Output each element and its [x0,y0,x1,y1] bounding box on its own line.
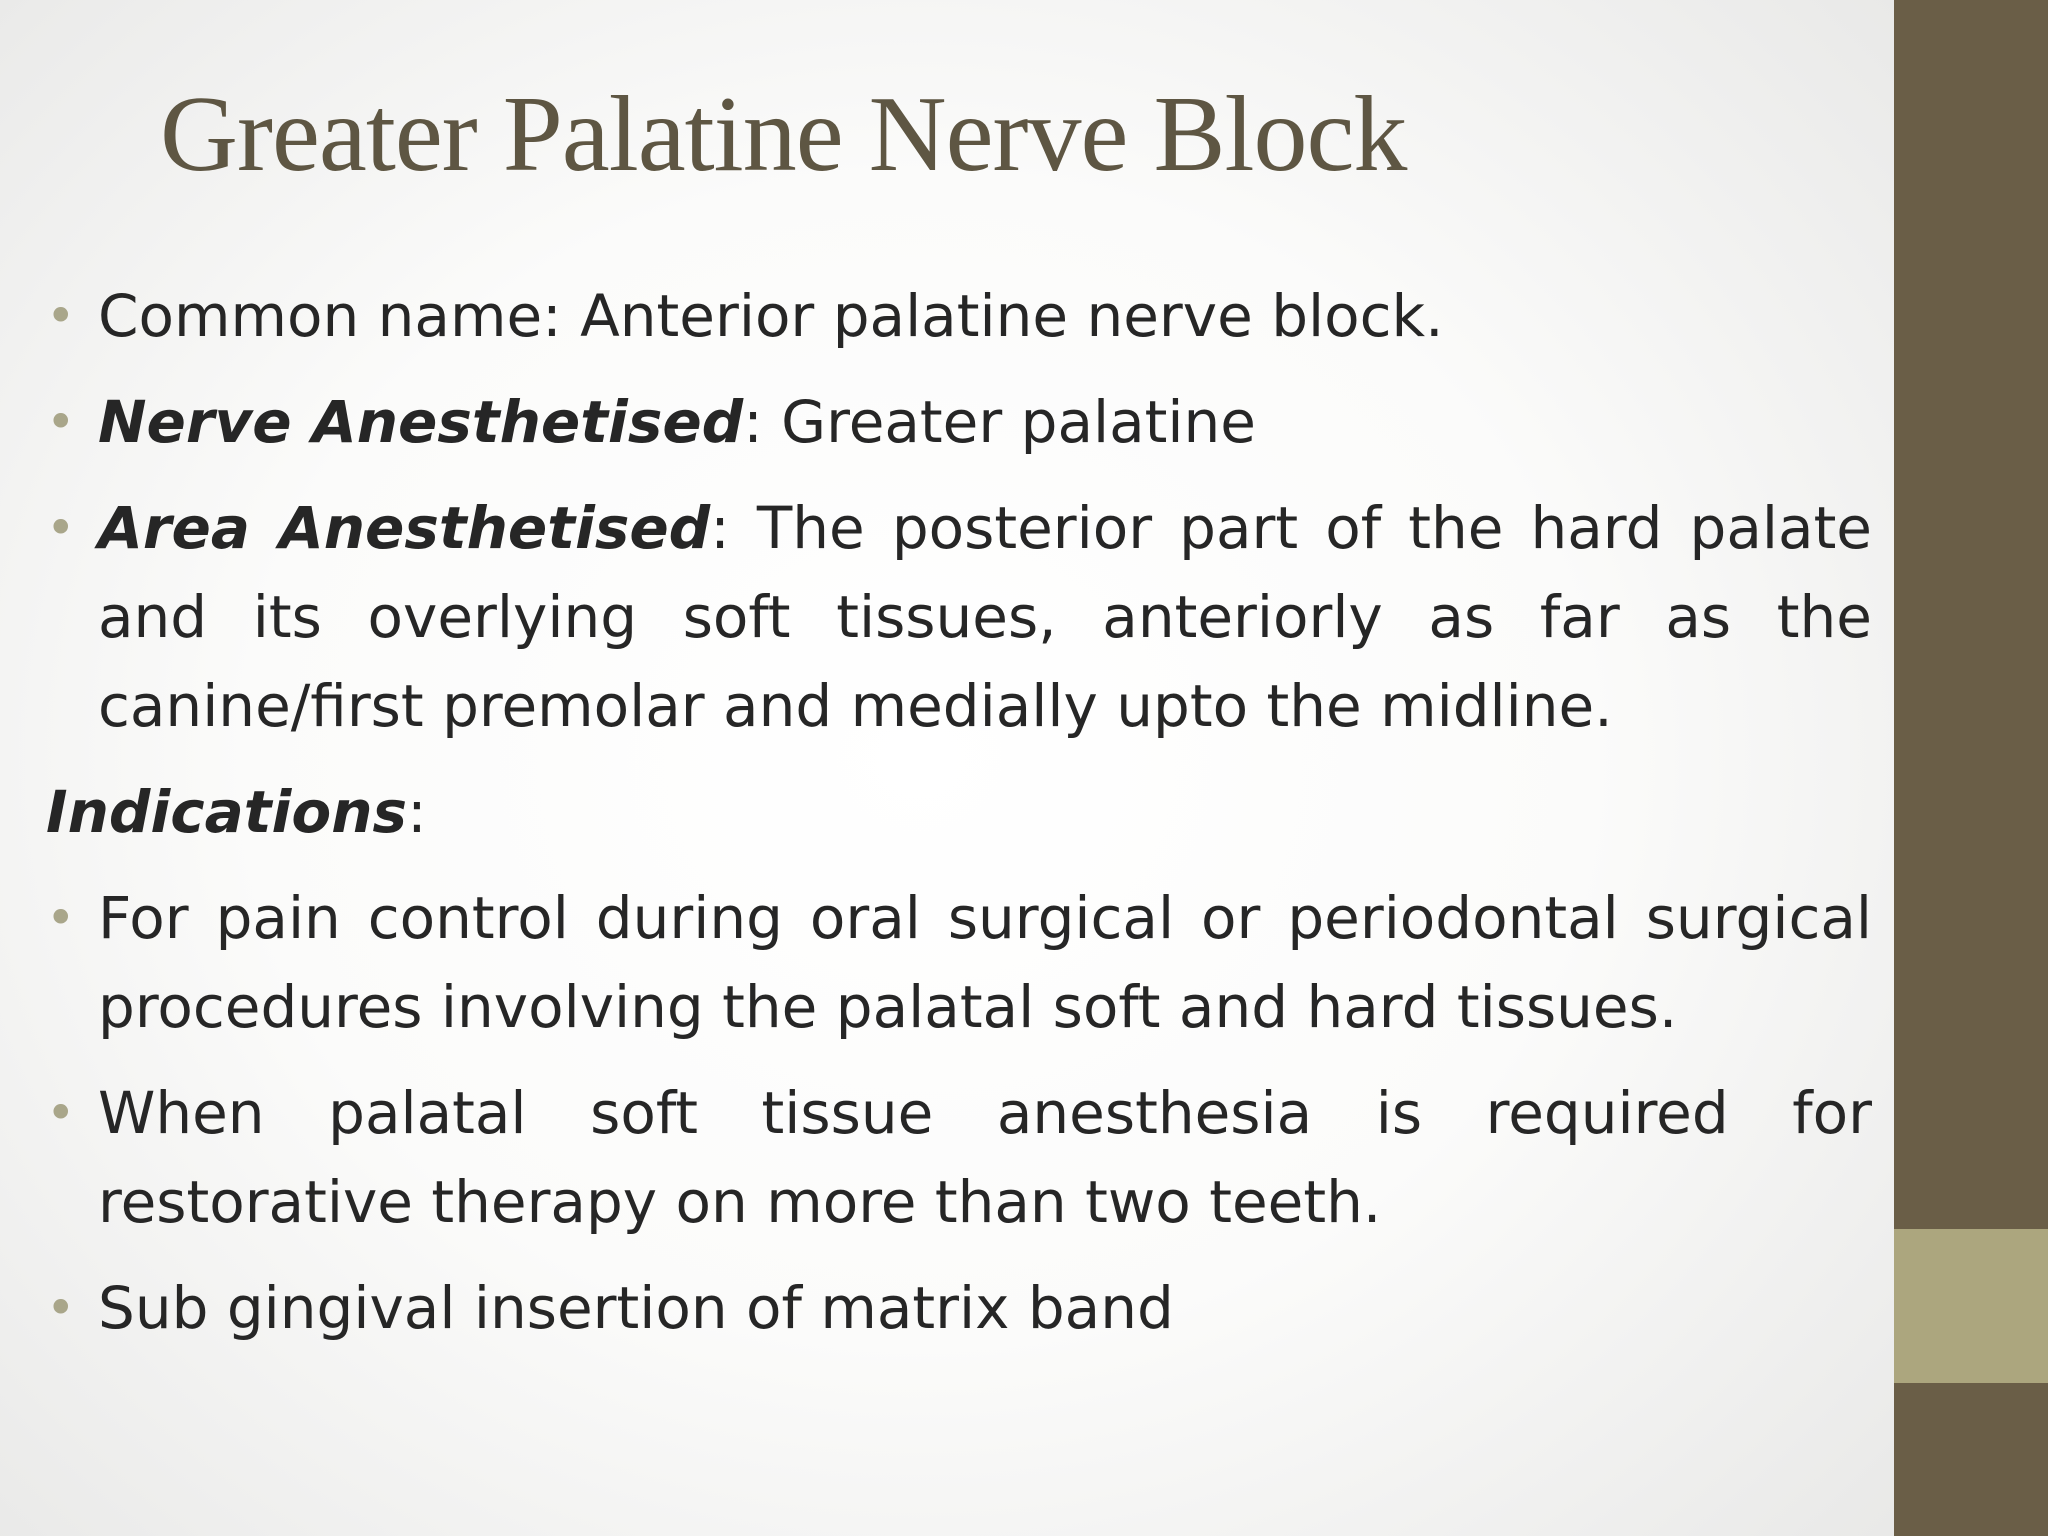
bullet-text: When palatal soft tissue anesthesia is required for restorative therapy on more than two teeth. [98,1079,1872,1236]
slide-body [46,272,1872,1370]
heading-suffix: : [407,778,427,846]
indication-item [46,1264,1872,1353]
bullet-common-name [46,272,1872,361]
bullet-icon: • [46,1084,76,1142]
bullet-label: Area Anesthetised [98,494,711,562]
bullet-nerve-anesthetised [46,378,1872,467]
indications-heading [46,768,1872,857]
bullet-icon: • [46,393,76,451]
slide-title: Greater Palatine Nerve Block [160,75,1407,194]
bullet-area-anesthetised [46,484,1872,751]
bullet-text: : The posterior part of the hard palate and its overlying soft tissues, anteriorly as far as the canine/first premolar and medially upto the midline. [98,494,1872,740]
bullet-text: Sub gingival insertion of matrix band [98,1274,1174,1342]
bullet-text: : Greater palatine [743,388,1256,456]
bullet-text: For pain control during oral surgical or periodontal surgical procedures involving the palatal soft and hard tissues. [98,884,1872,1041]
bullet-icon: • [46,1279,76,1337]
indication-item [46,874,1872,1052]
bullet-text: Common name: Anterior palatine nerve block. [98,282,1444,350]
bullet-icon: • [46,889,76,947]
indication-item [46,1069,1872,1247]
bullet-label: Nerve Anesthetised [98,388,744,456]
heading-label: Indications [46,778,408,846]
bullet-icon: • [46,499,76,557]
side-accent-block [1894,1229,2048,1383]
bullet-icon: • [46,287,76,345]
